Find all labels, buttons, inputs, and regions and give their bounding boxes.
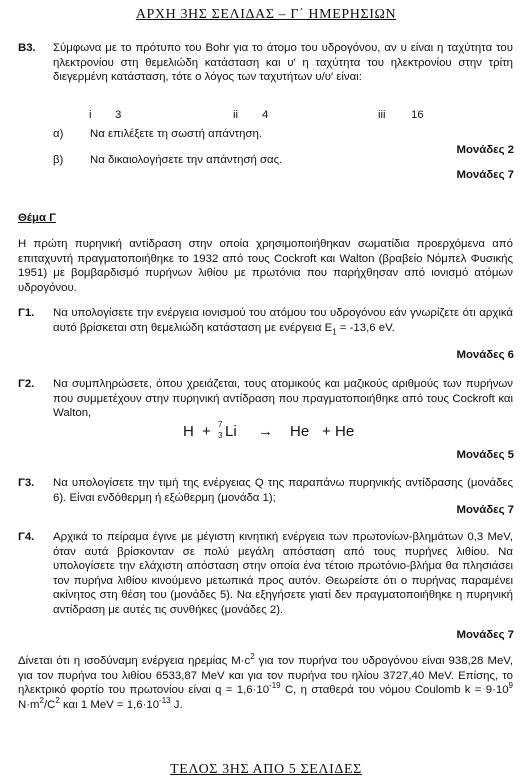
question-number-g4: Γ4.	[18, 531, 35, 543]
question-b3-text: Σύμφωνα με το πρότυπο του Bohr για το άτομο του υδρογόνου, αν υ είναι η ταχύτητα του ηλεκτρονίου στη θεμελιώδη κατάσταση και υ′ η ταχύτητα του ηλεκτρονίου στην τρίτη διεγερμένη κατάσταση, τότε ο λόγος των ταχυτήτων υ/υ′ είναι:	[53, 42, 513, 84]
equation-helium-1: He	[290, 423, 310, 440]
equation-lithium: Li	[225, 423, 237, 440]
option-value-i: 3	[115, 109, 122, 121]
question-number-g3: Γ3.	[18, 477, 35, 489]
option-value-iii: 16	[411, 109, 424, 121]
option-label-i: i	[89, 109, 92, 121]
page-footer: ΤΕΛΟΣ 3ΗΣ ΑΠΟ 5 ΣΕΛΙΔΕΣ	[170, 762, 362, 777]
question-number-g2: Γ2.	[18, 378, 35, 390]
option-label-ii: ii	[233, 109, 239, 121]
subquestion-b-text: Να δικαιολογήσετε την απάντησή σας.	[90, 154, 283, 166]
question-g3-text: Να υπολογίσετε την τιμή της ενέργειας Q της παραπάνω πυρηνικής αντίδρασης (μονάδες 6). Είναι ενδόθερμη ή εξώθερμη (μονάδα 1);	[53, 477, 513, 504]
equation-helium-2: He	[335, 423, 355, 440]
equation-plus-2: +	[322, 423, 331, 440]
question-g4-text: Αρχικά το πείραμα έγινε με μέγιστη κινητική ενέργεια των πρωτονίων-βλημάτων 0,3 MeV, όταν αυτά βρίσκονταν σε πολύ μεγάλη απόσταση από τους πυρήνες λιθίου. Να υπολογίσετε την ελάχιστη απόσταση στην οποία ένα τέτοιο πρωτόνιο-βλήμα θα πλησιάσει τον πυρήνα λιθίου κινούμενο μετωπικά προς αυτόν. Θεωρείστε ότι ο πυρήνας παραμένει ακίνητος στη θέση του (μονάδες 5). Να εξηγήσετε γιατί δεν πραγματοποιήθηκε η πυρηνική αντίδραση με αυτές τις συνθήκες (μονάδες 2).	[53, 531, 513, 616]
option-label-iii: iii	[378, 109, 386, 121]
equation-li-mass-number: 7	[218, 420, 223, 429]
marks-g3: Μονάδες 7	[456, 504, 514, 516]
option-value-ii: 4	[262, 109, 269, 121]
question-g1-text: Να υπολογίσετε την ενέργεια ιονισμού του ατόμου του υδρογόνου εάν γνωρίζετε ότι αρχικά αυτό βρίσκεται στη θεμελιώδη κατάσταση με ενέργεια $E_1 = -13,6$ eV.	[53, 307, 513, 336]
question-number-g1: Γ1.	[18, 307, 35, 319]
given-data-paragraph: Δίνεται ότι η ισοδύναμη ενέργεια ηρεμίας $M\cdot c^2$ για τον πυρήνα του υδρογόνου είναι 938,28 MeV, για τον πυρήνα του λιθίου 6533,87 MeV και για τον πυρήνα του ηλίου 3727,40 MeV. Επίσης, το ηλεκτρικό φορτίο του πρωτονίου είναι $q = 1,6\cdot 10^{-19}$ C, η σταθερά του νόμου Coulomb $k = 9\cdot 10^9$ $N\cdot m^2/C^2$ και 1 MeV = $1,6\cdot 10^{-13}$ J.	[18, 652, 513, 711]
equation-plus-1: +	[202, 423, 211, 440]
subquestion-a-text: Να επιλέξετε τη σωστή απάντηση.	[90, 128, 263, 140]
marks-b3-b: Μονάδες 7	[456, 169, 514, 181]
marks-b3-a: Μονάδες 2	[456, 144, 514, 156]
marks-g1: Μονάδες 6	[456, 349, 514, 361]
marks-g4: Μονάδες 7	[456, 629, 514, 641]
question-number-b3: Β3.	[18, 42, 36, 54]
equation-arrow: →	[258, 423, 273, 440]
marks-g2: Μονάδες 5	[456, 449, 514, 461]
question-g2-text: Να συμπληρώσετε, όπου χρειάζεται, τους ατομικούς και μαζικούς αριθμούς των πυρήνων που συμμετέχουν στην πυρηνική αντίδραση που πραγματοποιήθηκε από τους Cockroft και Walton,	[53, 378, 513, 420]
subquestion-label-a: α)	[53, 128, 64, 140]
section-title: Θέμα Γ	[18, 212, 56, 224]
equation-hydrogen: H	[183, 423, 194, 440]
section-intro: Η πρώτη πυρηνική αντίδραση στην οποία χρησιμοποιήθηκαν σωματίδια προερχόμενα από επιταχυντή πραγματοποιήθηκε το 1932 από τους Cockroft και Walton (βραβείο Νόμπελ Φυσικής 1951) με βομβαρδισμό πυρήνων λιθίου με πρωτόνια που παρήχθησαν από ιονισμό ατόμων υδρογόνου.	[18, 238, 513, 294]
page-header: ΑΡΧΗ 3ΗΣ ΣΕΛΙΔΑΣ – Γ΄ ΗΜΕΡΗΣΙΩΝ	[135, 7, 397, 22]
subquestion-label-b: β)	[53, 154, 64, 166]
equation-li-atomic-number: 3	[218, 431, 223, 440]
